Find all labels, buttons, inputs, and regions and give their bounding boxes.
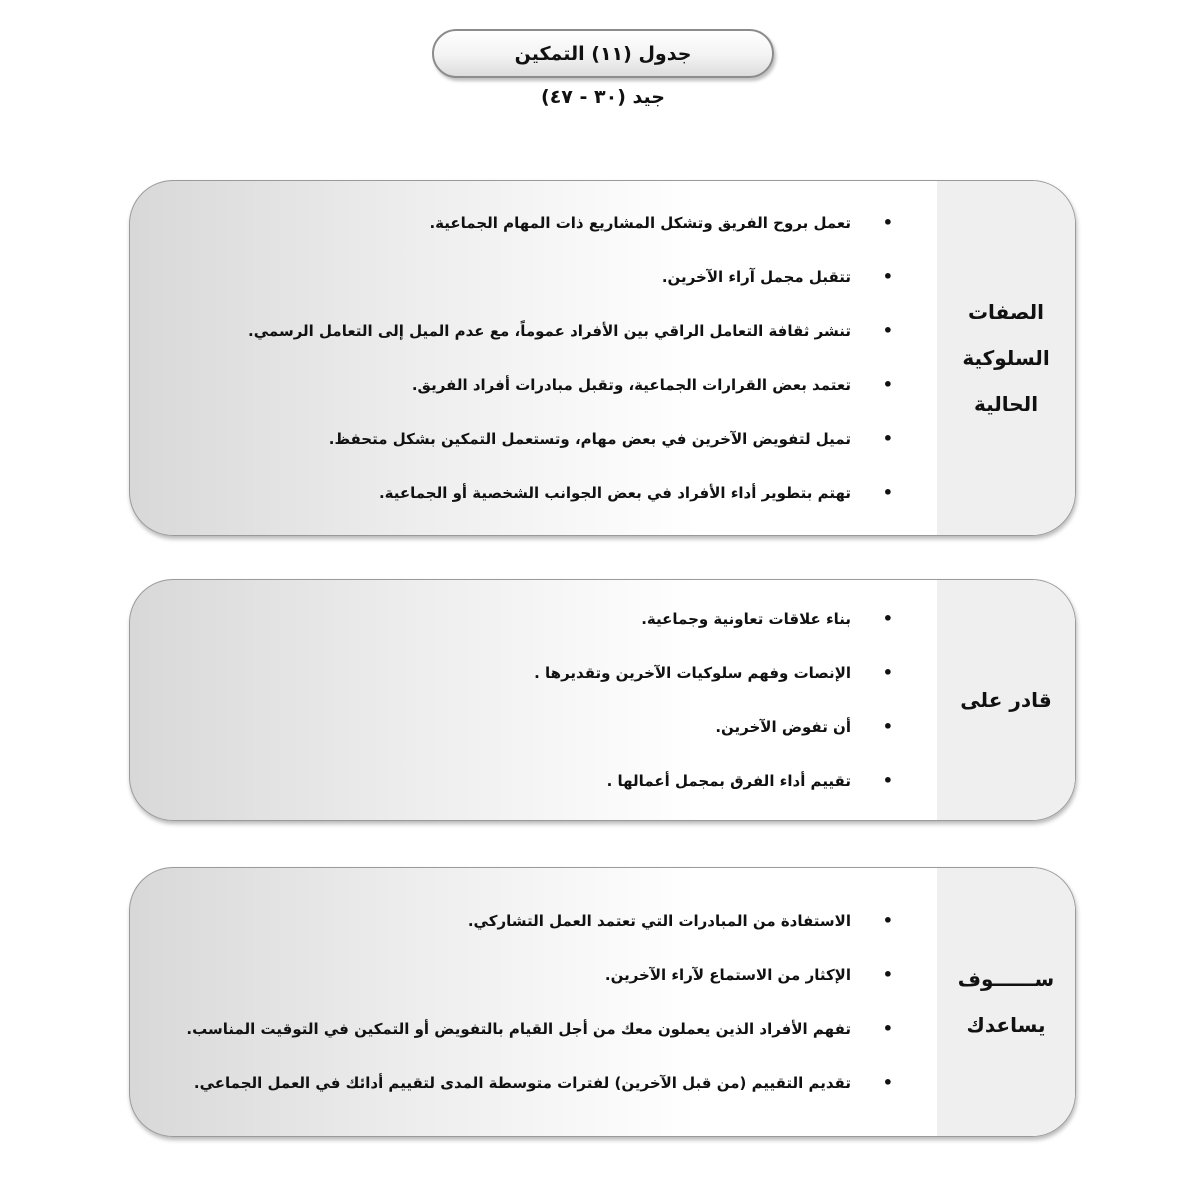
list-item: • الإكثار من الاستماع لآراء الآخرين. [170, 960, 893, 990]
list-item: • تتقبل مجمل آراء الآخرين. [170, 262, 893, 292]
list-item: • بناء علاقات تعاونية وجماعية. [170, 604, 893, 634]
section-capable-of [129, 579, 1076, 821]
list-item: • تهتم بتطوير أداء الأفراد في بعض الجوانب الشخصية أو الجماعية. [170, 478, 893, 508]
list-item: • أن تفوض الآخرين. [170, 712, 893, 742]
list-item: • الإنصات وفهم سلوكيات الآخرين وتقديرها . [170, 658, 893, 688]
section-label-line: قادر على [960, 688, 1052, 712]
section-label [937, 580, 1075, 820]
section-label-line: الصفات [967, 300, 1045, 324]
list-item: • تقييم أداء الفرق بمجمل أعمالها . [170, 766, 893, 796]
bullet-list [130, 580, 937, 820]
section-label-line: السلوكية [962, 346, 1050, 370]
list-item: • تعمل بروح الفريق وتشكل المشاريع ذات المهام الجماعية. [170, 208, 893, 238]
section-current-traits [129, 180, 1076, 536]
list-item: • تقديم التقييم (من قبل الآخرين) لفترات متوسطة المدى لتقييم أدائك في العمل الجماعي. [170, 1068, 893, 1098]
section-label-line: يساعدك [966, 1013, 1046, 1037]
list-item: • تميل لتفويض الآخرين في بعض مهام، وتستعمل التمكين بشكل متحفظ. [170, 424, 893, 454]
section-label-line: ســــــوف [957, 967, 1055, 991]
list-item: • الاستفادة من المبادرات التي تعتمد العمل التشاركي. [170, 906, 893, 936]
list-item: • تنشر ثقافة التعامل الراقي بين الأفراد عموماً، مع عدم الميل إلى التعامل الرسمي. [170, 316, 893, 346]
score-range-subtitle: جيد (٣٠ - ٤٧) [541, 86, 665, 108]
list-item: • تفهم الأفراد الذين يعملون معك من أجل القيام بالتفويض أو التمكين في التوقيت المناسب. [170, 1014, 893, 1044]
section-label [937, 868, 1075, 1136]
list-item: • تعتمد بعض القرارات الجماعية، وتقبل مبادرات أفراد الفريق. [170, 370, 893, 400]
section-will-help-you [129, 867, 1076, 1137]
table-title-pill [432, 29, 774, 78]
section-label [937, 181, 1075, 535]
bullet-list [130, 181, 937, 535]
section-label-line: الحالية [973, 392, 1039, 416]
table-title: جدول (١١) التمكين [514, 42, 692, 65]
bullet-list [130, 868, 937, 1136]
